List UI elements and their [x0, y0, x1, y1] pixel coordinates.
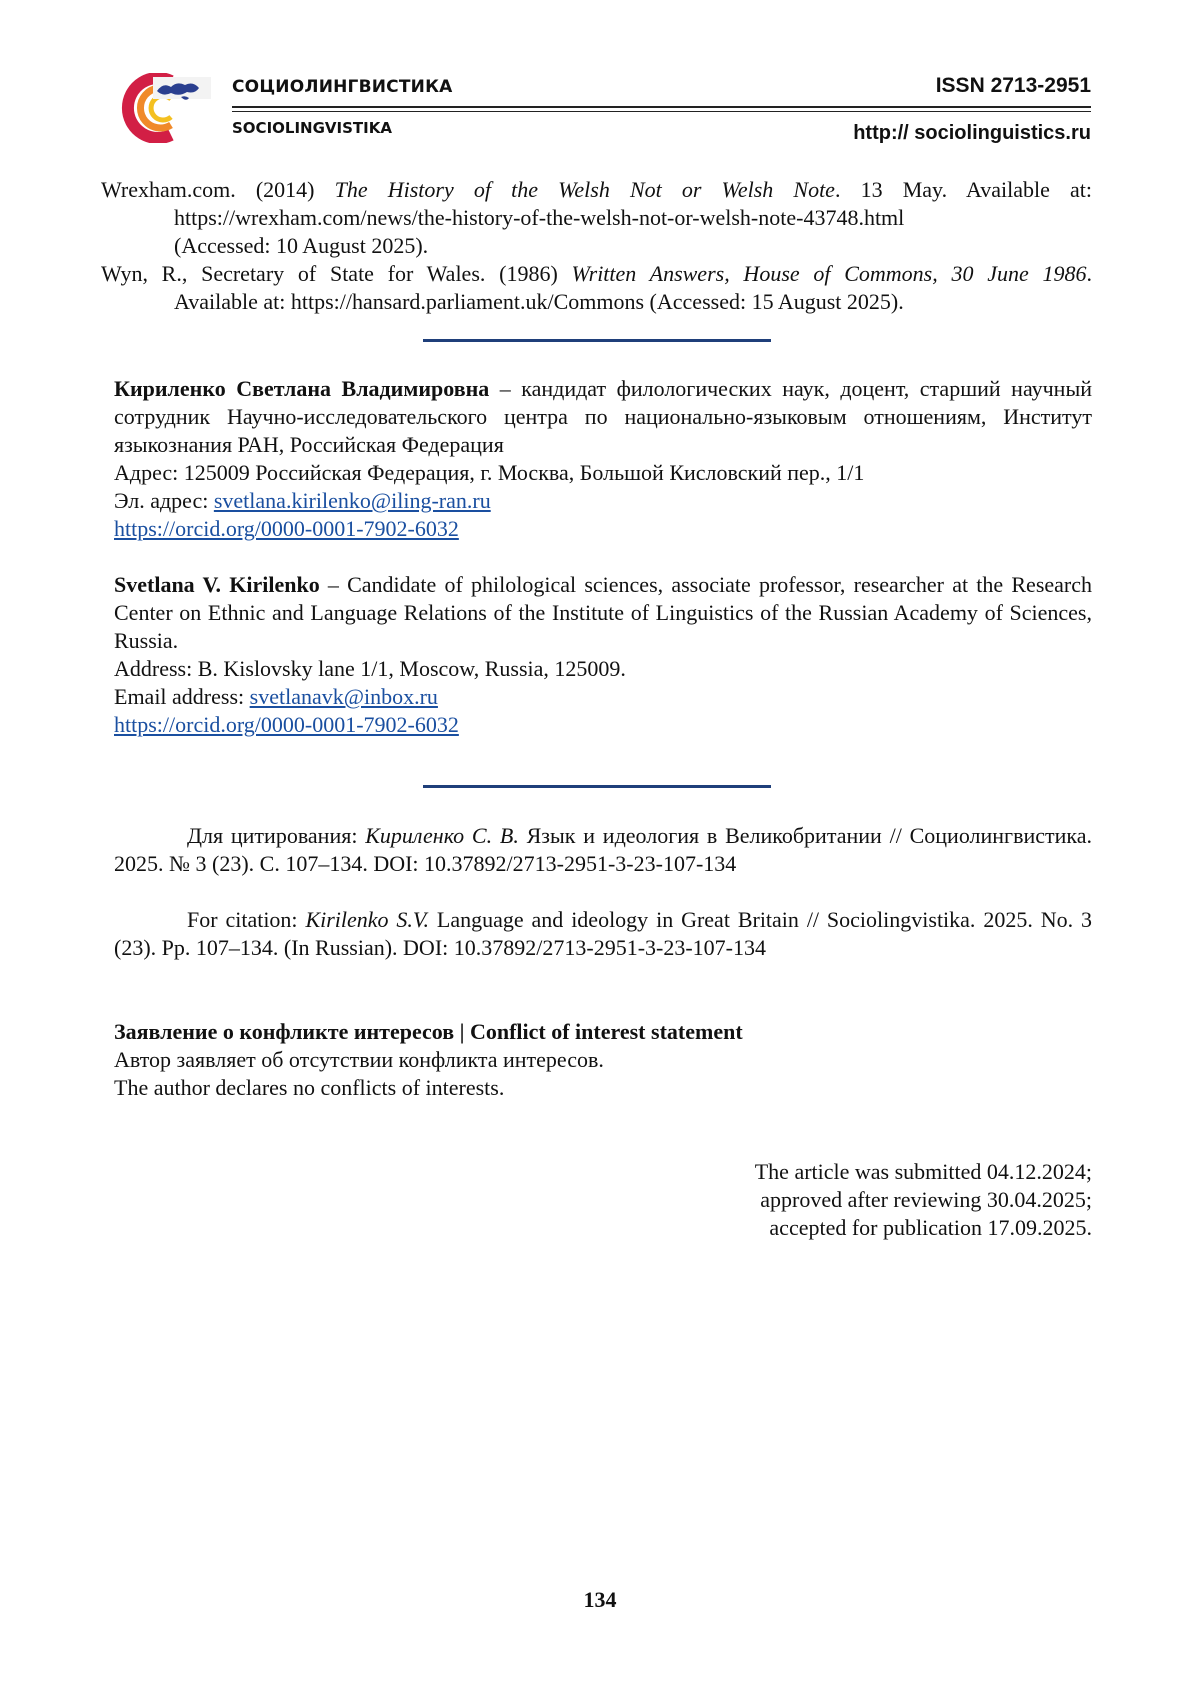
- author-info-ru: [114, 375, 1092, 459]
- author-name-en: Svetlana V. Kirilenko: [114, 572, 320, 597]
- date-accepted: accepted for publication 17.09.2025.: [769, 1215, 1092, 1240]
- author-orcid-link-ru[interactable]: https://orcid.org/0000-0001-7902-6032: [114, 516, 459, 541]
- issn: ISSN 2713-2951: [935, 74, 1091, 97]
- conflict-heading: Заявление о конфликте интересов | Conflict of interest statement: [114, 1019, 743, 1044]
- author-email-line-ru: Эл. адрес: svetlana.kirilenko@iling-ran.ru: [114, 488, 491, 513]
- citation-ru: Для цитирования: Кириленко С. В. Язык и идеология в Великобритании // Социолингвистика. 2025. № 3 (23). С. 107–134. DOI: 10.37892/2713-2951-3-23-107-134: [114, 823, 1093, 876]
- author-email-line-en: Email address: svetlanavk@inbox.ru: [114, 684, 438, 709]
- author-name-ru: Кириленко Светлана Владимировна: [114, 376, 490, 401]
- journal-title-en: SOCIOLINGVISTIKA: [232, 119, 392, 137]
- author-email-link-en[interactable]: svetlanavk@inbox.ru: [249, 684, 438, 709]
- author-desc-ru: – кандидат филологических наук, доцент, старший научный сотрудник Научно-исследовательского центра по национально-языковым отношениям, Институт языкознания РАН, Российская Федерация: [114, 376, 1092, 457]
- journal-title-ru: СОЦИОЛИНГВИСТИКА: [232, 77, 453, 97]
- author-orcid-link-en[interactable]: https://orcid.org/0000-0001-7902-6032: [114, 712, 459, 737]
- journal-logo: [113, 73, 213, 143]
- reference-item: [101, 260, 1092, 316]
- author-desc-en: – Candidate of philological sciences, associate professor, researcher at the Research Center on Ethnic and Language Relations of the Institute of Linguistics of the Russian Academy of Sciences, Russia.: [114, 572, 1092, 653]
- reference-availability: Available at: https://hansard.parliament.uk/Commons (Accessed: 15 August 2025).: [174, 289, 904, 314]
- header-rule: [232, 106, 1091, 108]
- author-orcid-line-ru: [114, 515, 1092, 543]
- date-submitted: The article was submitted 04.12.2024;: [754, 1159, 1092, 1184]
- author-email-link-ru[interactable]: svetlana.kirilenko@iling-ran.ru: [213, 488, 491, 513]
- reference-accessed: (Accessed: 10 August 2025).: [174, 233, 429, 258]
- author-orcid-line-en: [114, 711, 1092, 739]
- reference-item: [101, 176, 1092, 260]
- reference-url: https://wrexham.com/news/the-history-of-the-welsh-not-or-welsh-note-43748.html: [174, 205, 905, 230]
- header-rule-thin: [232, 111, 1091, 112]
- author-info-en: [114, 571, 1092, 655]
- journal-site: http:// sociolinguistics.ru: [853, 122, 1091, 144]
- reference-line: Wyn, R., Secretary of State for Wales. (1986) Written Answers, House of Commons, 30 June 1986.: [101, 261, 1092, 286]
- author-address-ru: Адрес: 125009 Российская Федерация, г. Москва, Большой Кисловский пер., 1/1: [114, 460, 865, 485]
- conflict-text-en: The author declares no conflicts of interests.: [114, 1075, 505, 1100]
- date-approved: approved after reviewing 30.04.2025;: [760, 1187, 1092, 1212]
- reference-line: Wrexham.com. (2014) The History of the Welsh Not or Welsh Note. 13 May. Available at:: [101, 177, 1092, 202]
- author-address-en: Address: B. Kislovsky lane 1/1, Moscow, Russia, 125009.: [114, 656, 626, 681]
- section-divider: [423, 339, 771, 342]
- conflict-text-ru: Автор заявляет об отсутствии конфликта интересов.: [114, 1047, 604, 1072]
- page-number: 134: [583, 1587, 617, 1612]
- citation-en: For citation: Kirilenko S.V. Language and ideology in Great Britain // Sociolingvistika. 2025. No. 3 (23). Pp. 107–134. (In Russian). DOI: 10.37892/2713-2951-3-23-107-134: [114, 907, 1092, 960]
- section-divider: [423, 785, 771, 788]
